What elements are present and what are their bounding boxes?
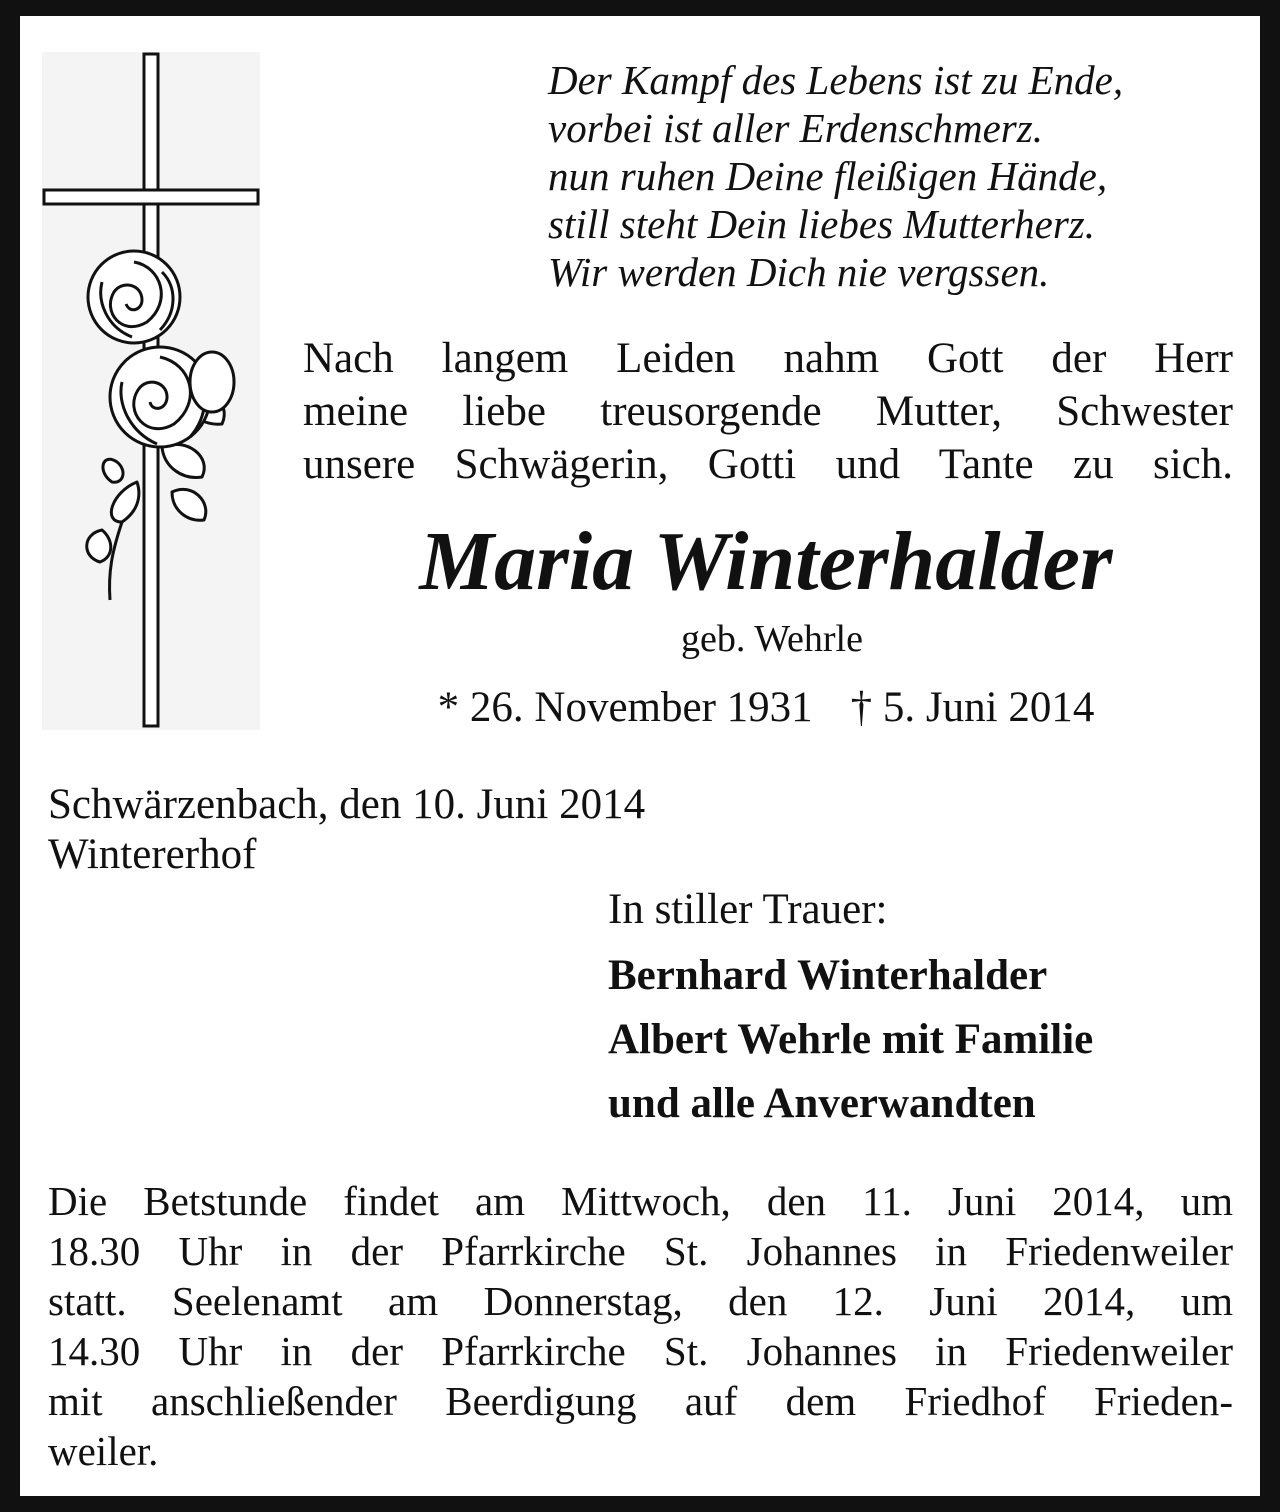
verse-line: still steht Dein liebes Mutterherz. [548,201,1095,247]
life-dates [300,682,1232,734]
death-date: † 5. Juni 2014 [850,684,1095,731]
mourners-list [608,944,1093,1136]
deceased-name: Maria Winterhalder [419,515,1113,608]
intro-line: Nach langem Leiden nahm Gott der Herr [303,335,1233,382]
verse-line: vorbei ist aller Erdenschmerz. [548,105,1043,151]
verse-line: Der Kampf des Lebens ist zu Ende, [548,57,1124,103]
notice-line: statt. Seelenamt am Donnerstag, den 12. Juni 2014, um [48,1278,1233,1324]
intro-text [303,332,1233,491]
intro-line: meine liebe treusorgende Mutter, Schwester [303,388,1233,435]
notice-line: Die Betstunde findet am Mittwoch, den 11. Juni 2014, um [48,1178,1233,1224]
birth-date: * 26. November 1931 [437,684,813,731]
notice-line: 14.30 Uhr in der Pfarrkirche St. Johannes in Friedenweiler [48,1328,1233,1374]
notice-line: weiler. [48,1428,159,1474]
service-notice [48,1176,1233,1476]
mourner-name: und alle Anverwandten [608,1080,1036,1127]
mourner-name: Bernhard Winterhalder [608,952,1048,999]
place-line: Wintererhof [48,831,257,878]
verse-line: Wir werden Dich nie vergssen. [548,249,1050,295]
notice-line: mit anschließender Beerdigung auf dem Friedhof Frieden- [48,1378,1233,1424]
mourner-name: Albert Wehrle mit Familie [608,1016,1094,1063]
verse [548,56,1248,296]
intro-line: unsere Schwägerin, Gotti und Tante zu sich. [303,441,1233,488]
place-line: Schwärzenbach, den 10. Juni 2014 [48,781,646,828]
maiden-name: geb. Wehrle [681,618,863,660]
mourners-heading: In stiller Trauer: [608,886,888,933]
place-and-date [48,780,645,880]
verse-line: nun ruhen Deine fleißigen Hände, [548,153,1108,199]
notice-line: 18.30 Uhr in der Pfarrkirche St. Johannes in Friedenweiler [48,1228,1233,1274]
cross-with-roses-icon [42,52,260,730]
